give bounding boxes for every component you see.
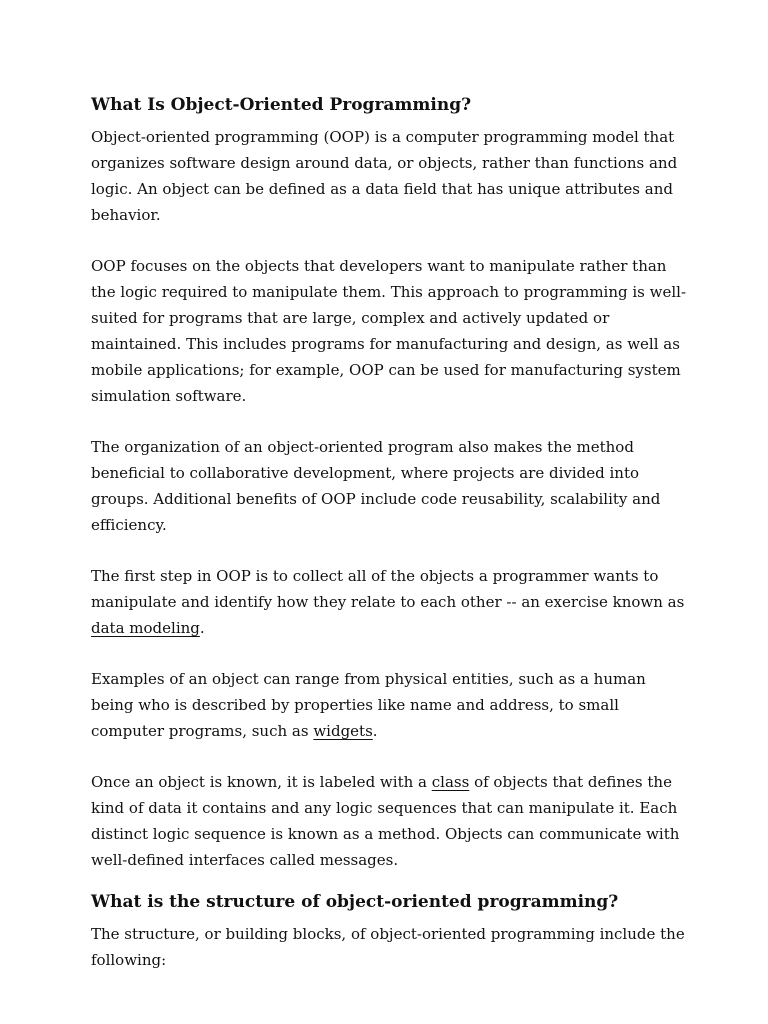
paragraph-first-step-text: The first step in OOP is to collect all of the objects a programmer wants to manipulate and identify how they relate to each other -- an exercise known as — [91, 567, 685, 611]
paragraph-class-rest: of objects that defines the kind of data it contains and any logic sequences that can manipulate it. Each distinct logic sequence is known as a method. Objects can communicate with well-defined interfaces called messages. — [91, 773, 680, 869]
paragraph-examples-text: Examples of an object can range from physical entities, such as a human being who is described by properties like name and address, to small computer programs, such as — [91, 670, 646, 740]
paragraph-class-text: Once an object is known, it is labeled with a — [91, 773, 432, 791]
paragraph-first-step-end: . — [199, 619, 205, 637]
paragraph-class — [91, 769, 691, 873]
heading-structure: What is the structure of object-oriented programming? — [91, 892, 619, 912]
heading-what-is-oop: What Is Object-Oriented Programming? — [91, 95, 472, 115]
paragraph-structure: The structure, or building blocks, of object-oriented programming include the following: — [91, 925, 685, 969]
data-modeling-link[interactable]: data modeling — [91, 619, 200, 637]
paragraph-organization: The organization of an object-oriented program also makes the method beneficial to collaborative development, where projects are divided into groups. Additional benefits of OOP include code reusability, scalability and efficiency. — [91, 438, 661, 534]
paragraph-definition: Object-oriented programming (OOP) is a computer programming model that organizes software design around data, or objects, rather than functions and logic. An object can be defined as a data field that has unique attributes and behavior. — [91, 128, 678, 224]
widgets-link[interactable]: widgets — [313, 722, 373, 740]
paragraph-examples — [91, 666, 691, 744]
paragraph-focus: OOP focuses on the objects that developers want to manipulate rather than the logic required to manipulate them. This approach to programming is well-suited for programs that are large, complex and actively updated or maintained. This includes programs for manufacturing and design, as well as mobile applications; for example, OOP can be used for manufacturing system simulation software. — [91, 257, 687, 405]
class-link[interactable]: class — [431, 773, 470, 791]
paragraph-examples-end: . — [372, 722, 378, 740]
paragraph-first-step — [91, 563, 691, 641]
document-page — [91, 92, 691, 998]
